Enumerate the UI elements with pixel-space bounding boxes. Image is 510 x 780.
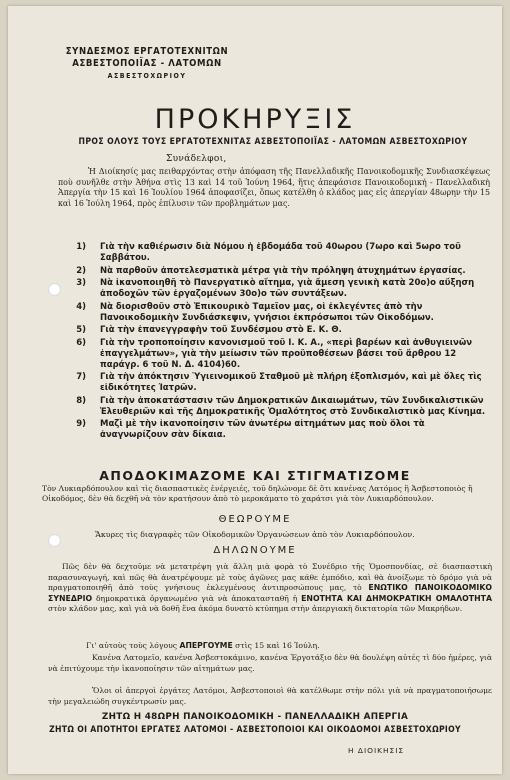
heading-denounce: ΑΠΟΔΟΚΙΜΑΖΟΜΕ ΚΑΙ ΣΤΙΓΜΑΤΙΖΟΜΕ — [99, 468, 411, 483]
heading-declare: ΔΗΛΩΝΟΥΜΕ — [213, 545, 297, 556]
demand-text: Γιὰ τὴν ἐπανεγγραφὴν τοῦ Συνδέσμου στὸ Ε. Κ. Θ. — [100, 325, 342, 335]
paragraph-no-work: Κανένα Λατομεῖο, κανένα Ἀσβεστοκάμινο, κανένα Ἐργοτάξιο δὲν θὰ δουλέψη αὐτές τὶ δύο ἡμέρες, γιὰ νὰ ἐπιτύχουμε τὴν ἱκανοποίησιν τῶν αἰτημάτων μας. — [48, 653, 492, 673]
paragraph-strike — [48, 641, 492, 652]
demand-item — [64, 372, 494, 394]
demand-number: 5) — [76, 325, 86, 335]
demand-text: Μαζὶ μὲ τὴν ἱκανοποίησιν τῶν ἀνωτέρω αἰτημάτων μας ποὺ ὅλοι τὰ ἀναγνωρίζουν σὰν δίκαια. — [100, 419, 425, 440]
demand-item — [64, 325, 494, 336]
demand-item — [64, 278, 494, 300]
demand-item — [64, 396, 494, 418]
page-subtitle: ΠΡΟΣ ΟΛΟΥΣ ΤΟΥΣ ΕΡΓΑΤΟΤΕΧΝΙΤΑΣ ΑΣΒΕΣΤΟΠΟΙΪΑΣ - ΛΑΤΟΜΩΝ ΑΣΒΕΣΤΟΧΩΡΙΟΥ — [78, 137, 468, 147]
demand-text: Νὰ παρθοῦν ἀποτελεσματικὰ μέτρα γιὰ τὴν πρόληψη ἀτυχημάτων ἐργασίας. — [100, 265, 466, 276]
sender-line-1: ΣΥΝΔΕΣΜΟΣ ΕΡΓΑΤΟΤΕΧΝΙΤΩΝ — [65, 46, 229, 57]
demand-number: 3) — [76, 278, 86, 288]
paragraph-denounce: Τὸν Λυκιαρδόπουλον καὶ τὶς διασπαστικὲς ἐνέργειές, τοῦ δηλώνομε δὲ ὅτι κανένας Λατόμος ἢ Ἀσβεστοποιὸς ἢ Οἰκοδόμος, δὲν θὰ δεχθῆ νὰ τὸν κρατήσουν ἀπὸ τὸ μεροκάματο τὸ χαράτσι γιὰ τὸν Λυκιαρδόπουλον. — [42, 484, 473, 503]
sender-line-2: ΑΣΒΕΣΤΟΠΟΙΪΑΣ - ΛΑΤΟΜΩΝ — [72, 58, 222, 69]
demand-text: Γιὰ τὴν ἀπόκτησιν Ὑγιεινομικοῦ Σταθμοῦ μὲ πλήρη ἐξοπλισμόν, καὶ μὲ ὅλες τὶς εἰδικότητες Ἰατρῶν. — [100, 372, 482, 393]
sender-line-3: ΑΣΒΕΣΤΟΧΩΡΙΟΥ — [107, 72, 187, 80]
leaflet-page — [8, 6, 502, 774]
closing-slogan-2: ΖΗΤΩ ΟΙ ΑΠΟΤΗΤΟΙ ΕΡΓΑΤΕΣ ΛΑΤΟΜΟΙ - ΑΣΒΕΣΤΟΠΟΙΟΙ ΚΑΙ ΟΙΚΟΔΟΜΟΙ ΑΣΒΕΣΤΟΧΩΡΙΟΥ — [49, 725, 461, 735]
demand-item — [64, 242, 494, 264]
strike-emphasis: ΑΠΕΡΓΟΥΜΕ — [179, 641, 233, 650]
demand-text: Γιὰ τὴν τροποποίησιν κανονισμοῦ τοῦ Ι. Κ. Α., «περὶ βαρέων καὶ ἀνθυγιεινῶν ἐπαγγελμάτων», γιὰ τὴν μείωσιν τῶν προϋποθέσεων βάσει τοῦ ἄρθρου 12 παράγρ. 6 τοῦ Ν. Δ. 4104)60. — [100, 337, 473, 370]
demand-number: 7) — [76, 372, 86, 382]
demand-number: 9) — [76, 419, 86, 429]
declare-text: στὸν κλάδον μας, καὶ γιὰ νὰ δοθῆ ἕνα ἀκόμα δυνατὸ κτύπημα στὴν ἀπεργιακὴ δικτατορία τῶν Μακρήδων. — [48, 604, 463, 613]
demand-number: 4) — [76, 301, 86, 312]
heading-consider: ΘΕΩΡΟΥΜΕ — [218, 514, 292, 525]
demand-text: Γιὰ τὴν καθιέρωσιν διὰ Νόμου ἡ ἑβδομάδα τοῦ 40ωρου (7ωρο καὶ 5ωρο τοῦ Σαββάτου. — [100, 242, 461, 263]
strike-text: Γι' αὐτοὺς τοὺς λόγους — [86, 641, 180, 650]
demand-item — [64, 338, 494, 371]
page-title: ΠΡΟΚΗΡΥΞΙΣ — [154, 104, 356, 135]
greeting: Συνάδελφοι, — [166, 154, 227, 164]
demand-number: 2) — [76, 265, 86, 276]
demands-list — [64, 242, 494, 443]
declare-emphasis-unity: ΕΝΟΤΗΤΑ ΚΑΙ ΔΗΜΟΚΡΑΤΙΚΗ ΟΜΑΛΟΤΗΤΑ — [301, 593, 492, 603]
paragraph-consider: Ἄκυρες τὶς διαγραφὲς τῶν Οἰκοδομικῶν Ὀργανώσεων ἀπὸ τὸν Λυκιαρδόπουλον. — [95, 530, 415, 539]
paragraph-declare — [48, 562, 492, 615]
strike-text: στὶς 15 καὶ 16 Ἰούλη. — [232, 641, 320, 650]
signature: Η ΔΙΟΙΚΗΣΙΣ — [348, 746, 405, 755]
demand-text: Νὰ διορισθοῦν στὸ Ἐπικουρικὸ Ταμεῖον μας, οἱ ἐκλεγέντες ἀπὸ τὴν Πανοικοδομικὴν Συνδιάσκεψιν, γνήσιοι ἐκπρόσωποι τῶν Οἰκοδόμων. — [100, 301, 434, 323]
demand-text: Νὰ ἱκανοποιηθῆ τὸ Πανεργατικὸ αἴτημα, γιὰ ἄμεση γενικὴ κατὰ 20ο)ο αὔξηση ἀποδοχῶν τῶν ἐργαζομένων 30ο)ο τῶν συντάξεων. — [100, 278, 475, 299]
sender-block — [52, 46, 242, 82]
declare-text: Πῶς δὲν θὰ δεχτοῦμε νὰ μετατρέψη γιὰ ἄλλη μιὰ φορὰ τὸ Συνέδριο τῆς Ὁμοσπονδίας, σὲ διασπαστικὴ παρασυναγωγή, καὶ πῶς θὰ ἀνατρέψουμε μὲ τοὺς ἀγῶνες μας κάθε ἐμπόδιο, καὶ θὰ ἀνοίξωμε τὸ δρόμο γιὰ νὰ πραγματοποιηθῆ ἀπὸ τοὺς γνήσιους ἐκλεγμένους ἀντιπροσώπους μας, τὸ — [48, 562, 492, 592]
demand-number: 6) — [76, 337, 86, 348]
closing-slogan-1: ΖΗΤΩ Η 48ΩΡΗ ΠΑΝΟΙΚΟΔΟΜΙΚΗ - ΠΑΝΕΛΛΑΔΙΚΗ ΑΠΕΡΓΙΑ — [101, 712, 409, 722]
demand-item — [64, 266, 494, 277]
declare-emphasis-congress: ΕΝΩΤΙΚΟ ΠΑΝΟΙΚΟΔΟΜΙΚΟ ΣΥΝΕΔΡΙΟ — [48, 583, 492, 603]
paragraph-rally: Ὅλοι οἱ ἀπεργοὶ ἐργάτες Λατόμοι, Ἀσβεστοποιοὶ θὰ κατέλθωμε στὴν πόλι γιὰ νὰ πραγματοποιήσωμε τὴν μεγαλειώδη συγκέντρωσίν μας. — [48, 686, 492, 706]
demand-text: Γιὰ τὴν ἀποκατάστασιν τῶν Δημοκρατικῶν Δικαιωμάτων, τῶν Συνδικαλιστικῶν Ἐλευθεριῶν καὶ τῆς Δημοκρατικῆς Ὁμαλότητος στὸ Συνδικαλιστικὸ μας Κίνημα. — [100, 395, 486, 417]
demand-number: 8) — [76, 395, 86, 406]
declare-text: δημοκρατικὰ ὀργανωμένο γιὰ νὰ ἀποκατασταθῆ ἡ — [92, 593, 302, 603]
demand-number: 1) — [76, 242, 86, 252]
punch-hole — [48, 283, 61, 296]
intro-paragraph: Ἡ Διοίκησίς μας πειθαρχόντας στὴν ἀπόφαση τῆς Πανελλαδικῆς Πανοικοδομικῆς Συνδιασκέψεως ποὺ συνῆλθε στὴν Ἀθήνα στὶς 13 καὶ 14 τοῦ Ἰούνη 1964, ἥτις ἀπεφάσισε Πανοικοδομική - Πανελλαδικὴ Ἀπεργία τὴν 15 καὶ 16 Ἰουλίου 1964 ἀποφασίζει, ὅπως κατέλθη ὁ κλάδος μας εἰς ἀπεργίαν 48ωρην τὴν 15 καὶ 16 Ἰούλη 1964, πρὸς ἐπίλυσιν τῶν προβλημάτων μας. — [58, 167, 490, 208]
demand-item — [64, 419, 494, 441]
demand-item — [64, 302, 494, 324]
